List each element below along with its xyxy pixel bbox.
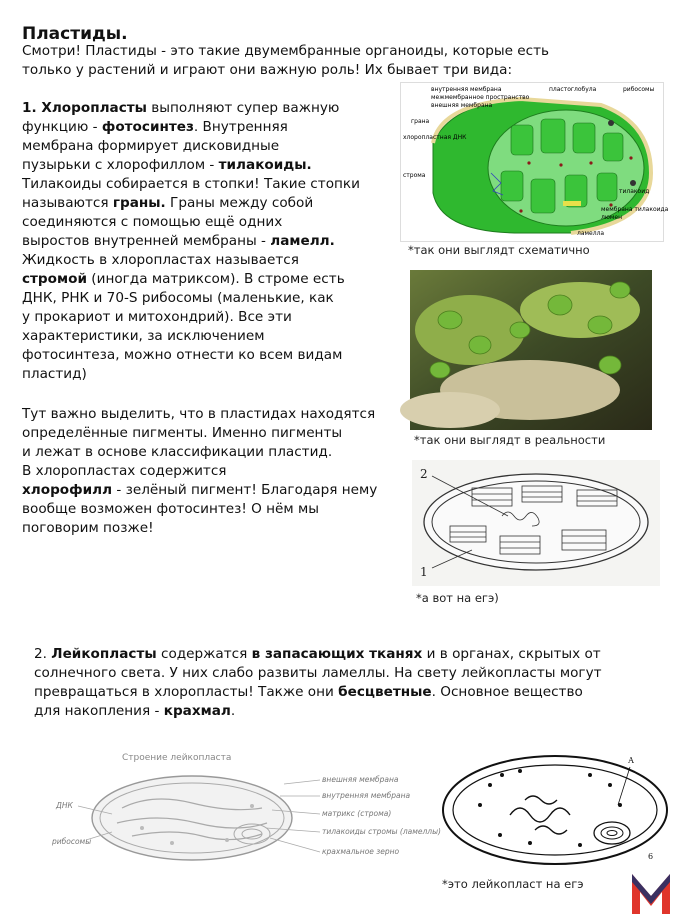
leuco-label-ribosomes: рибосомы (52, 837, 92, 846)
label-inner-membrane: внутренняя мембрана (431, 86, 502, 93)
label-intermembrane: межмембранное пространство (431, 94, 530, 101)
leuco-diagram-title: Строение лейкопласта (122, 753, 232, 763)
label-grana: грана (411, 118, 430, 125)
label-outer-membrane: внешняя мембрана (431, 102, 493, 109)
label-lumen: люмен (601, 214, 623, 221)
caption-ege: *а вот на егэ) (416, 591, 499, 605)
leuco-label-thylakoids: тилакоиды стромы (ламеллы) (322, 827, 441, 836)
leucoplast-svg (52, 748, 441, 878)
leuco-label-matrix: матрикс (строма) (322, 809, 392, 818)
label-ribosomes: рибосомы (623, 86, 655, 93)
chloroplast-diagram (400, 82, 669, 242)
caption-schematic: *так они выглядт схематично (408, 243, 590, 257)
ege-drawing (412, 460, 660, 586)
photo-svg (410, 270, 652, 430)
label-stroma: строма (403, 172, 426, 179)
label-plastoglobule: пластоглобула (549, 86, 597, 93)
leuco-label-inner: внутренняя мембрана (322, 791, 411, 800)
leuco-ege-label-a: А (628, 756, 635, 765)
caption-reality: *так они выглядт в реальности (414, 433, 606, 447)
chloroplast-photo (410, 270, 652, 430)
ege-svg (412, 460, 660, 586)
ege-label-2: 2 (420, 467, 428, 481)
leuco-label-dna: ДНК (56, 801, 73, 810)
leuco-label-starch: крахмальное зерно (322, 847, 400, 856)
logo-svg (628, 868, 674, 916)
label-lamella: ламелла (577, 230, 605, 237)
leuco-ege-svg (440, 745, 676, 870)
caption-leuco-ege: *это лейкопласт на егэ (442, 877, 584, 891)
brand-logo (628, 868, 674, 916)
leucoplast-diagram (52, 748, 441, 878)
label-thylakoid-membrane: мембрана тилакоида (601, 206, 669, 213)
ege-label-1: 1 (420, 565, 428, 579)
page-title: Пластиды. (22, 24, 128, 44)
label-dna: хлоропластная ДНК (403, 134, 467, 141)
leuco-ege-label-6: 6 (648, 852, 654, 861)
label-thylakoid: тилакоид (619, 188, 650, 195)
leucoplast-ege-drawing (440, 745, 676, 870)
chloroplast-svg (401, 83, 669, 241)
intro-text: Смотри! Пластиды - это такие двумембранные органоиды, которые есть только у растений и играют они важную роль! Их бывает три вида: (22, 43, 550, 78)
leucoplast-text: 2. Лейкопласты содержатся в запасающих тканях и в органах, скрытых от солнечного света. У них слабо развиты ламеллы. На свету лейкопласты могут превращаться в хлоропласты! Также они бесцветные. Основное вещество для накопления - крахмал. (34, 646, 602, 719)
chloroplast-text: 1. Хлоропласты выполняют супер важную функцию - фотосинтез. Внутренняя мембрана формирует дисковидные пузырьки с хлорофиллом - тилакоиды. Тилакоиды собирается в стопки! Такие стопки называются граны. Граны между собой соединяются с помощью ещё одних выростов внутренней мембраны - ламелл. Жидкость в хлоропластах называется стромой (иногда матриксом). В строме есть ДНК, РНК и 70-S рибосомы (маленькие, как у прокариот и митохондрий). Все эти характеристики, за исключением фотосинтеза, можно отнести ко всем видам пластид) (22, 100, 360, 382)
leuco-label-outer: внешняя мембрана (322, 775, 399, 784)
pigment-text: Тут важно выделить, что в пластидах находятся определённые пигменты. Именно пигменты и лежат в основе классификации пластид. В хлоропластах содержится хлорофилл - зелёный пигмент! Благодаря нему вообще возможен фотосинтез! О нём мы поговорим позже! (22, 406, 378, 536)
